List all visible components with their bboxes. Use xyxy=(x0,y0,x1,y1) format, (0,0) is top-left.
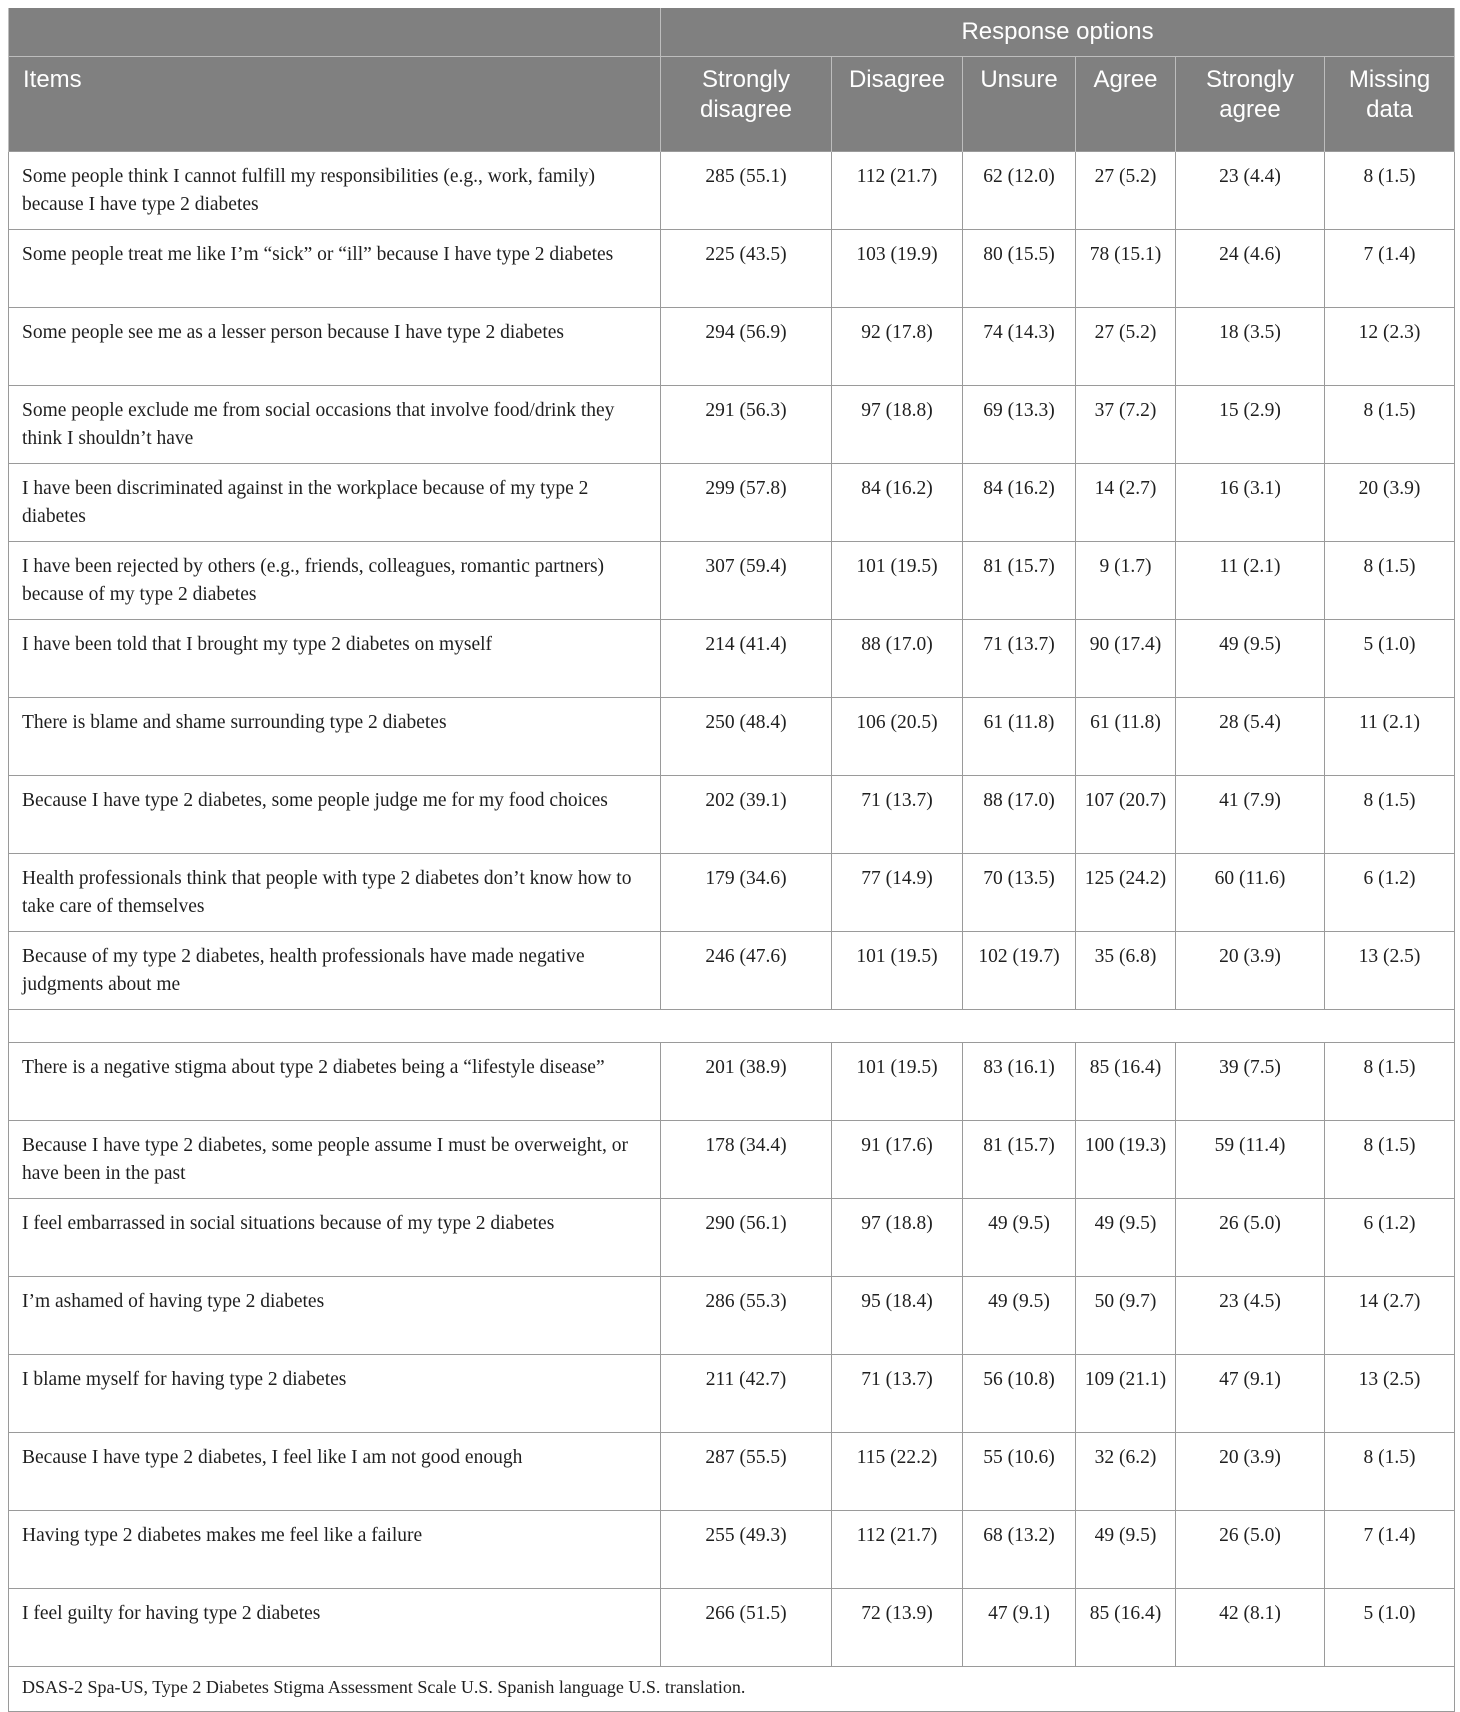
table-footnote: DSAS-2 Spa-US, Type 2 Diabetes Stigma Assessment Scale U.S. Spanish language U.S. translation. xyxy=(9,1667,1455,1712)
cell-agree: 109 (21.1) xyxy=(1076,1355,1176,1433)
cell-missing-data: 7 (1.4) xyxy=(1325,1511,1455,1589)
cell-disagree: 101 (19.5) xyxy=(832,542,963,620)
cell-strongly-disagree: 307 (59.4) xyxy=(661,542,832,620)
table-row xyxy=(9,932,1455,1010)
table-row xyxy=(9,1277,1455,1355)
table-row xyxy=(9,1511,1455,1589)
table-row xyxy=(9,698,1455,776)
cell-unsure: 84 (16.2) xyxy=(963,464,1076,542)
cell-unsure: 88 (17.0) xyxy=(963,776,1076,854)
cell-strongly-agree: 60 (11.6) xyxy=(1176,854,1325,932)
header-blank-cell xyxy=(9,8,661,57)
cell-strongly-agree: 59 (11.4) xyxy=(1176,1121,1325,1199)
cell-agree: 32 (6.2) xyxy=(1076,1433,1176,1511)
item-text: I blame myself for having type 2 diabetes xyxy=(9,1355,661,1433)
cell-strongly-agree: 39 (7.5) xyxy=(1176,1043,1325,1121)
table-row xyxy=(9,1589,1455,1667)
cell-missing-data: 7 (1.4) xyxy=(1325,230,1455,308)
cell-agree: 61 (11.8) xyxy=(1076,698,1176,776)
cell-disagree: 84 (16.2) xyxy=(832,464,963,542)
cell-agree: 27 (5.2) xyxy=(1076,152,1176,230)
cell-unsure: 69 (13.3) xyxy=(963,386,1076,464)
cell-strongly-disagree: 294 (56.9) xyxy=(661,308,832,386)
cell-unsure: 55 (10.6) xyxy=(963,1433,1076,1511)
cell-strongly-disagree: 291 (56.3) xyxy=(661,386,832,464)
response-table xyxy=(8,8,1455,1712)
table-row xyxy=(9,1121,1455,1199)
cell-strongly-disagree: 299 (57.8) xyxy=(661,464,832,542)
col-header-strongly-agree: Strongly agree xyxy=(1176,57,1325,152)
cell-strongly-disagree: 201 (38.9) xyxy=(661,1043,832,1121)
cell-agree: 85 (16.4) xyxy=(1076,1589,1176,1667)
item-text: I have been rejected by others (e.g., friends, colleagues, romantic partners) because of my type 2 diabetes xyxy=(9,542,661,620)
item-text: I feel guilty for having type 2 diabetes xyxy=(9,1589,661,1667)
cell-strongly-agree: 23 (4.4) xyxy=(1176,152,1325,230)
cell-disagree: 97 (18.8) xyxy=(832,1199,963,1277)
item-text: Some people see me as a lesser person because I have type 2 diabetes xyxy=(9,308,661,386)
cell-agree: 90 (17.4) xyxy=(1076,620,1176,698)
cell-unsure: 62 (12.0) xyxy=(963,152,1076,230)
table-row xyxy=(9,1199,1455,1277)
item-text: Because I have type 2 diabetes, some people assume I must be overweight, or have been in the past xyxy=(9,1121,661,1199)
cell-missing-data: 13 (2.5) xyxy=(1325,1355,1455,1433)
table-row xyxy=(9,386,1455,464)
cell-strongly-agree: 26 (5.0) xyxy=(1176,1199,1325,1277)
cell-missing-data: 8 (1.5) xyxy=(1325,386,1455,464)
cell-strongly-disagree: 202 (39.1) xyxy=(661,776,832,854)
cell-agree: 37 (7.2) xyxy=(1076,386,1176,464)
cell-missing-data: 6 (1.2) xyxy=(1325,854,1455,932)
cell-disagree: 112 (21.7) xyxy=(832,1511,963,1589)
cell-disagree: 71 (13.7) xyxy=(832,1355,963,1433)
cell-strongly-disagree: 246 (47.6) xyxy=(661,932,832,1010)
cell-unsure: 56 (10.8) xyxy=(963,1355,1076,1433)
cell-strongly-agree: 15 (2.9) xyxy=(1176,386,1325,464)
cell-unsure: 49 (9.5) xyxy=(963,1199,1076,1277)
cell-strongly-agree: 11 (2.1) xyxy=(1176,542,1325,620)
table-row xyxy=(9,854,1455,932)
cell-disagree: 112 (21.7) xyxy=(832,152,963,230)
item-text: Some people exclude me from social occasions that involve food/drink they think I shouldn’t have xyxy=(9,386,661,464)
cell-unsure: 68 (13.2) xyxy=(963,1511,1076,1589)
cell-disagree: 77 (14.9) xyxy=(832,854,963,932)
cell-unsure: 81 (15.7) xyxy=(963,1121,1076,1199)
cell-disagree: 91 (17.6) xyxy=(832,1121,963,1199)
cell-agree: 50 (9.7) xyxy=(1076,1277,1176,1355)
cell-strongly-agree: 28 (5.4) xyxy=(1176,698,1325,776)
cell-unsure: 47 (9.1) xyxy=(963,1589,1076,1667)
col-header-agree: Agree xyxy=(1076,57,1176,152)
cell-strongly-disagree: 211 (42.7) xyxy=(661,1355,832,1433)
item-text: Health professionals think that people with type 2 diabetes don’t know how to take care of themselves xyxy=(9,854,661,932)
table-row xyxy=(9,308,1455,386)
cell-agree: 35 (6.8) xyxy=(1076,932,1176,1010)
section-divider-cell xyxy=(9,1010,1455,1043)
cell-strongly-agree: 24 (4.6) xyxy=(1176,230,1325,308)
cell-strongly-disagree: 286 (55.3) xyxy=(661,1277,832,1355)
cell-agree: 85 (16.4) xyxy=(1076,1043,1176,1121)
cell-strongly-agree: 42 (8.1) xyxy=(1176,1589,1325,1667)
cell-disagree: 97 (18.8) xyxy=(832,386,963,464)
cell-unsure: 70 (13.5) xyxy=(963,854,1076,932)
cell-strongly-disagree: 214 (41.4) xyxy=(661,620,832,698)
cell-unsure: 49 (9.5) xyxy=(963,1277,1076,1355)
cell-disagree: 101 (19.5) xyxy=(832,1043,963,1121)
cell-missing-data: 8 (1.5) xyxy=(1325,1433,1455,1511)
cell-unsure: 74 (14.3) xyxy=(963,308,1076,386)
cell-unsure: 83 (16.1) xyxy=(963,1043,1076,1121)
col-header-missing-data: Missing data xyxy=(1325,57,1455,152)
cell-strongly-agree: 20 (3.9) xyxy=(1176,932,1325,1010)
cell-strongly-disagree: 290 (56.1) xyxy=(661,1199,832,1277)
cell-strongly-disagree: 266 (51.5) xyxy=(661,1589,832,1667)
items-column-header: Items xyxy=(9,57,661,152)
table-row xyxy=(9,542,1455,620)
cell-strongly-agree: 18 (3.5) xyxy=(1176,308,1325,386)
section-divider-row xyxy=(9,1010,1455,1043)
item-text: I have been told that I brought my type 2 diabetes on myself xyxy=(9,620,661,698)
cell-strongly-agree: 16 (3.1) xyxy=(1176,464,1325,542)
cell-strongly-agree: 47 (9.1) xyxy=(1176,1355,1325,1433)
cell-missing-data: 20 (3.9) xyxy=(1325,464,1455,542)
cell-agree: 9 (1.7) xyxy=(1076,542,1176,620)
cell-disagree: 72 (13.9) xyxy=(832,1589,963,1667)
item-text: Some people think I cannot fulfill my responsibilities (e.g., work, family) because I have type 2 diabetes xyxy=(9,152,661,230)
table-header xyxy=(9,8,1455,152)
cell-strongly-disagree: 250 (48.4) xyxy=(661,698,832,776)
item-text: There is blame and shame surrounding type 2 diabetes xyxy=(9,698,661,776)
cell-strongly-disagree: 287 (55.5) xyxy=(661,1433,832,1511)
cell-strongly-disagree: 178 (34.4) xyxy=(661,1121,832,1199)
col-header-disagree: Disagree xyxy=(832,57,963,152)
item-text: Some people treat me like I’m “sick” or “ill” because I have type 2 diabetes xyxy=(9,230,661,308)
cell-missing-data: 8 (1.5) xyxy=(1325,1121,1455,1199)
cell-missing-data: 8 (1.5) xyxy=(1325,776,1455,854)
table-row xyxy=(9,1355,1455,1433)
cell-missing-data: 5 (1.0) xyxy=(1325,1589,1455,1667)
response-options-header: Response options xyxy=(661,8,1455,57)
cell-disagree: 101 (19.5) xyxy=(832,932,963,1010)
cell-agree: 125 (24.2) xyxy=(1076,854,1176,932)
stigma-table-container xyxy=(8,8,1454,1712)
item-text: I have been discriminated against in the workplace because of my type 2 diabetes xyxy=(9,464,661,542)
item-text: Because I have type 2 diabetes, I feel like I am not good enough xyxy=(9,1433,661,1511)
cell-strongly-agree: 20 (3.9) xyxy=(1176,1433,1325,1511)
cell-strongly-disagree: 285 (55.1) xyxy=(661,152,832,230)
item-text: I’m ashamed of having type 2 diabetes xyxy=(9,1277,661,1355)
table-row xyxy=(9,1433,1455,1511)
cell-unsure: 71 (13.7) xyxy=(963,620,1076,698)
cell-missing-data: 8 (1.5) xyxy=(1325,1043,1455,1121)
cell-agree: 27 (5.2) xyxy=(1076,308,1176,386)
item-text: Because of my type 2 diabetes, health professionals have made negative judgments about me xyxy=(9,932,661,1010)
cell-missing-data: 14 (2.7) xyxy=(1325,1277,1455,1355)
item-text: There is a negative stigma about type 2 diabetes being a “lifestyle disease” xyxy=(9,1043,661,1121)
cell-disagree: 92 (17.8) xyxy=(832,308,963,386)
item-text: Because I have type 2 diabetes, some people judge me for my food choices xyxy=(9,776,661,854)
cell-strongly-agree: 49 (9.5) xyxy=(1176,620,1325,698)
item-text: Having type 2 diabetes makes me feel like a failure xyxy=(9,1511,661,1589)
cell-missing-data: 5 (1.0) xyxy=(1325,620,1455,698)
col-header-unsure: Unsure xyxy=(963,57,1076,152)
cell-missing-data: 8 (1.5) xyxy=(1325,542,1455,620)
cell-disagree: 115 (22.2) xyxy=(832,1433,963,1511)
cell-strongly-disagree: 179 (34.6) xyxy=(661,854,832,932)
cell-agree: 49 (9.5) xyxy=(1076,1199,1176,1277)
cell-missing-data: 8 (1.5) xyxy=(1325,152,1455,230)
col-header-strongly-disagree: Strongly disagree xyxy=(661,57,832,152)
cell-disagree: 88 (17.0) xyxy=(832,620,963,698)
cell-unsure: 102 (19.7) xyxy=(963,932,1076,1010)
table-row xyxy=(9,620,1455,698)
table-row xyxy=(9,776,1455,854)
cell-disagree: 103 (19.9) xyxy=(832,230,963,308)
cell-strongly-disagree: 255 (49.3) xyxy=(661,1511,832,1589)
cell-agree: 14 (2.7) xyxy=(1076,464,1176,542)
cell-strongly-disagree: 225 (43.5) xyxy=(661,230,832,308)
cell-agree: 49 (9.5) xyxy=(1076,1511,1176,1589)
table-row xyxy=(9,230,1455,308)
cell-disagree: 95 (18.4) xyxy=(832,1277,963,1355)
cell-unsure: 80 (15.5) xyxy=(963,230,1076,308)
table-row xyxy=(9,152,1455,230)
cell-unsure: 81 (15.7) xyxy=(963,542,1076,620)
cell-missing-data: 11 (2.1) xyxy=(1325,698,1455,776)
cell-agree: 100 (19.3) xyxy=(1076,1121,1176,1199)
cell-missing-data: 13 (2.5) xyxy=(1325,932,1455,1010)
cell-agree: 78 (15.1) xyxy=(1076,230,1176,308)
table-body xyxy=(9,152,1455,1712)
cell-strongly-agree: 23 (4.5) xyxy=(1176,1277,1325,1355)
cell-agree: 107 (20.7) xyxy=(1076,776,1176,854)
table-row xyxy=(9,464,1455,542)
footnote-row xyxy=(9,1667,1455,1712)
cell-disagree: 71 (13.7) xyxy=(832,776,963,854)
cell-disagree: 106 (20.5) xyxy=(832,698,963,776)
cell-missing-data: 6 (1.2) xyxy=(1325,1199,1455,1277)
cell-missing-data: 12 (2.3) xyxy=(1325,308,1455,386)
table-row xyxy=(9,1043,1455,1121)
cell-unsure: 61 (11.8) xyxy=(963,698,1076,776)
cell-strongly-agree: 41 (7.9) xyxy=(1176,776,1325,854)
cell-strongly-agree: 26 (5.0) xyxy=(1176,1511,1325,1589)
item-text: I feel embarrassed in social situations because of my type 2 diabetes xyxy=(9,1199,661,1277)
